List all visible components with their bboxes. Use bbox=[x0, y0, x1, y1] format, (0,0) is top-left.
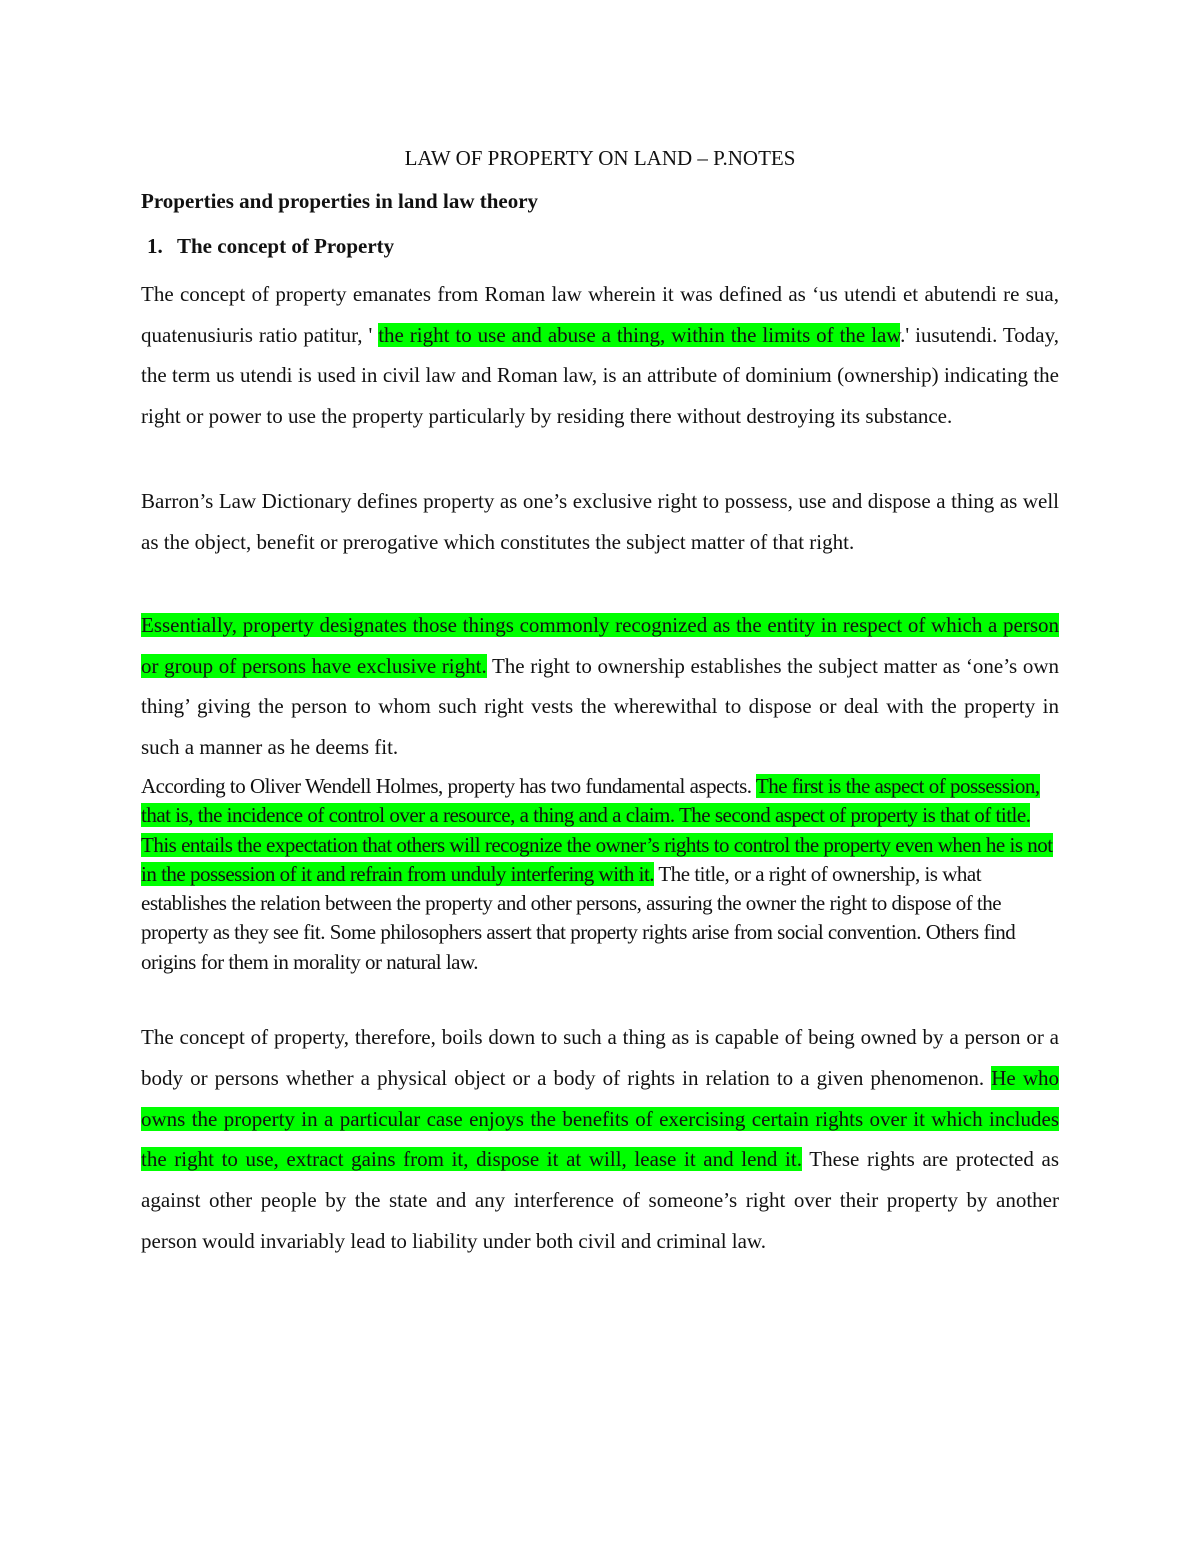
paragraph-barrons-definition bbox=[141, 481, 1059, 563]
document-title: LAW OF PROPERTY ON LAND – P.NOTES bbox=[404, 146, 796, 170]
section-heading: Properties and properties in land law theory bbox=[141, 189, 539, 213]
paragraph-roman-law bbox=[141, 274, 1059, 436]
paragraph-conclusion bbox=[141, 1017, 1059, 1262]
paragraph-text: Barron’s Law Dictionary defines property as one’s exclusive right to possess, use and dispose a thing as well as the object, benefit or prerogative which constitutes the subject matter of that right. bbox=[141, 489, 1059, 554]
paragraph-text: According to Oliver Wendell Holmes, property has two fundamental aspects. bbox=[141, 774, 756, 798]
highlighted-text: the right to use and abuse a thing, within the limits of the law bbox=[378, 322, 901, 347]
paragraph-text: The concept of property emanates from Roman law wherein it was defined as ‘us utendi et abutendi re sua, quatenusiuris ratio patitur, ' bbox=[141, 282, 1059, 347]
list-number: 1. bbox=[147, 234, 163, 258]
paragraph-text: The right to ownership establishes the subject matter as ‘one’s own thing’ giving the person to whom such right vests the wherewithal to dispose or deal with the property in such a manner as he deems fit. bbox=[141, 653, 1059, 759]
paragraph-holmes bbox=[141, 772, 1059, 977]
paragraph-text: The concept of property, therefore, boils down to such a thing as is capable of being owned by a person or a body or persons whether a physical object or a body of rights in relation to a given phenomenon. bbox=[141, 1025, 1059, 1090]
paragraph-text: .' iusutendi. Today, the term us utendi is used in civil law and Roman law, is an attribute of dominium (ownership) indicating the right or power to use the property particularly by residing there without destroying its substance. bbox=[141, 322, 1059, 428]
paragraph-text: The title, or a right of ownership, is what establishes the relation between the property and other persons, assuring the owner the right to dispose of the property as they see fit. Some philosophers assert that property rights arise from social convention. Others find origins for them in morality or natural law. bbox=[141, 861, 1016, 974]
highlighted-text: Essentially, property designates those things commonly recognized as the entity in respect of which a person or group of persons have exclusive right. bbox=[141, 613, 1059, 678]
paragraph-text: These rights are protected as against other people by the state and any interference of someone’s right over their property by another person would invariably lead to liability under both civil and criminal law. bbox=[141, 1147, 1059, 1253]
paragraph-essentially bbox=[141, 605, 1059, 767]
subsection-heading-text: The concept of Property bbox=[177, 234, 395, 258]
highlighted-text: The first is the aspect of possession, that is, the incidence of control over a resource, a thing and a claim. The second aspect of property is that of title. This entails the expectation that others will recognize the owner’s rights to control the property even when he is not in the possession of it and refrain from unduly interfering with it. bbox=[141, 774, 1053, 886]
subsection-heading bbox=[141, 233, 1059, 259]
highlighted-text: He who owns the property in a particular case enjoys the benefits of exercising certain rights over it which includes the right to use, extract gains from it, dispose it at will, lease it and lend it. bbox=[141, 1065, 1059, 1172]
